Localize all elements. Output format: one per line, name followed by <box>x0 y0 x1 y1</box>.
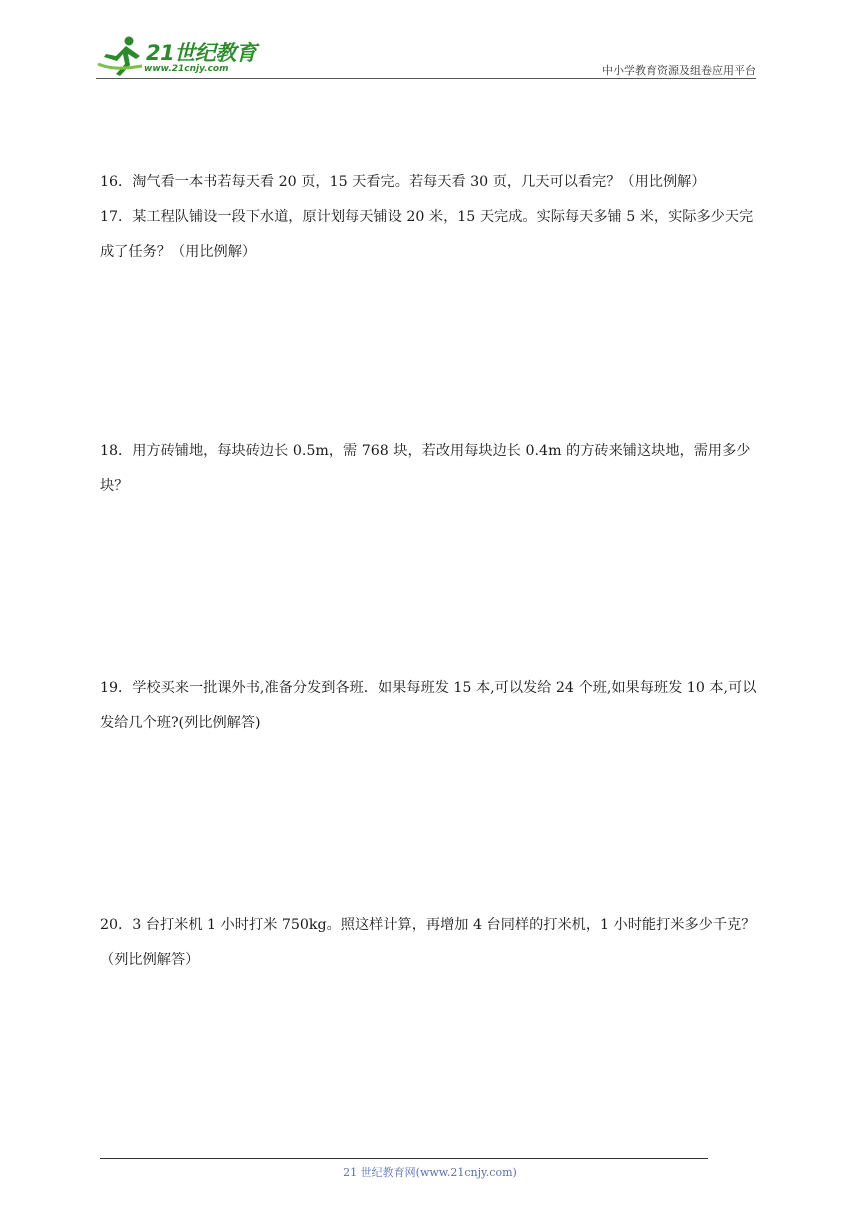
header-slogan: 中小学教育资源及组卷应用平台 <box>602 64 756 77</box>
question-20: 20．3 台打米机 1 小时打米 750kg。照这样计算，再增加 4 台同样的打米机，1 小时能打米多少千克？（列比例解答） <box>100 917 756 968</box>
question-19: 19．学校买来一批课外书,准备分发到各班．如果每班发 15 本,可以发给 24 个班,如果每班发 10 本,可以发给几个班?(列比例解答) <box>100 680 757 731</box>
question-18: 18．用方砖铺地，每块砖边长 0.5m，需 768 块，若改用每块边长 0.4m 的方砖来铺这块地，需用多少块？ <box>100 443 751 494</box>
question-16: 16．淘气看一本书若每天看 20 页，15 天看完。若每天看 30 页，几天可以看完？（用比例解） <box>100 174 706 190</box>
question-17: 17．某工程队铺设一段下水道，原计划每天铺设 20 米，15 天完成。实际每天多铺 5 米，实际多少天完成了任务？（用比例解） <box>100 209 754 260</box>
header-divider <box>96 78 756 79</box>
page-header <box>0 0 860 90</box>
logo-text: 21世纪教育 <box>146 41 257 65</box>
site-logo <box>96 34 266 78</box>
logo-url: www.21cnjy.com <box>144 64 229 74</box>
footer-divider <box>100 1158 708 1159</box>
footer-text: 21 世纪教育网(www.21cnjy.com) <box>343 1166 517 1179</box>
runner-logo-icon <box>96 34 146 78</box>
